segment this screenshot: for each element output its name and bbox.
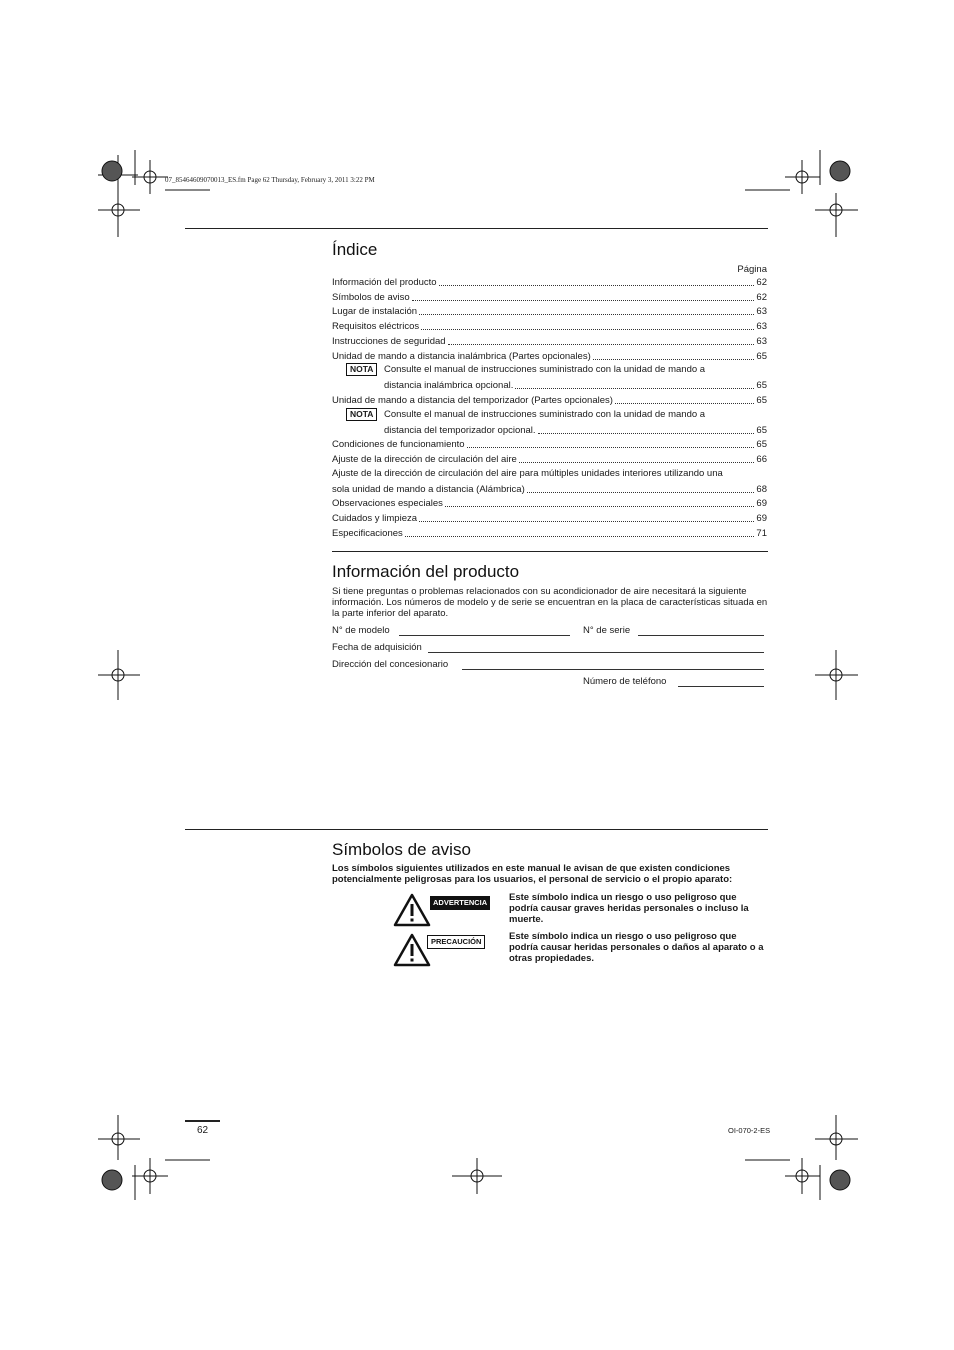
toc-entry[interactable]: Información del producto 62	[332, 277, 767, 288]
dealer-address-label: Dirección del concesionario	[332, 659, 449, 670]
model-number-field[interactable]	[399, 635, 570, 636]
section-divider	[185, 829, 768, 830]
toc-entry[interactable]: Ajuste de la dirección de circulación del aire 66	[332, 454, 767, 465]
toc-entry[interactable]: Lugar de instalación 63	[332, 306, 767, 317]
purchase-date-field[interactable]	[428, 652, 764, 653]
page-number: 62	[197, 1125, 209, 1136]
toc-entry[interactable]: Unidad de mando a distancia del temporizador (Partes opcionales) 65	[332, 395, 767, 406]
phone-number-label: Número de teléfono	[583, 676, 667, 687]
toc-entry[interactable]: Instrucciones de seguridad 63	[332, 336, 767, 347]
advertencia-description: Este símbolo indica un riesgo o uso peligroso que podría causar graves heridas personales o incluso la muerte.	[509, 892, 749, 926]
toc-entry[interactable]: Cuidados y limpieza 69	[332, 513, 767, 524]
product-info-title: Información del producto	[332, 562, 520, 581]
toc-entry[interactable]: distancia del temporizador opcional. 65	[384, 425, 767, 436]
footer-rule	[185, 1120, 220, 1122]
section-divider	[185, 228, 768, 229]
precaucion-description: Este símbolo indica un riesgo o uso peligroso que podría causar heridas personales o daños al aparato o a otras propiedades.	[509, 931, 764, 965]
toc-entry[interactable]: Especificaciones 71	[332, 528, 767, 539]
advertencia-badge: ADVERTENCIA	[430, 896, 490, 910]
section-divider	[332, 551, 768, 552]
serial-number-field[interactable]	[638, 635, 764, 636]
purchase-date-label: Fecha de adquisición	[332, 642, 422, 653]
toc-entry[interactable]: Unidad de mando a distancia inalámbrica (Partes opcionales) 65	[332, 351, 767, 362]
serial-number-label: N° de serie	[583, 625, 631, 636]
caution-triangle-icon	[393, 933, 431, 967]
toc-note	[346, 408, 377, 421]
model-number-label: N° de modelo	[332, 625, 390, 636]
toc-entry[interactable]: sola unidad de mando a distancia (Alámbrica) 68	[332, 484, 767, 495]
warning-triangle-icon	[393, 893, 431, 927]
toc-entry[interactable]: Requisitos eléctricos 63	[332, 321, 767, 332]
phone-number-field[interactable]	[678, 686, 764, 687]
toc-entry[interactable]: distancia inalámbrica opcional. 65	[384, 380, 767, 391]
dealer-address-field[interactable]	[462, 669, 764, 670]
toc-entry[interactable]: Condiciones de funcionamiento 65	[332, 439, 767, 450]
document-code: OI-070-2-ES	[728, 1126, 771, 1135]
product-info-intro: Si tiene preguntas o problemas relacionados con su acondicionador de aire necesitará la siguiente información. Los números de modelo y de serie se encuentran en la placa de características situada en la parte inferior del aparato.	[332, 586, 768, 620]
file-info-header: 07_85464609070013_ES.fm Page 62 Thursday, February 3, 2011 3:22 PM	[165, 176, 375, 184]
warning-symbols-intro: Los símbolos siguientes utilizados en este manual le avisan de que existen condiciones potencialmente peligrosas para los usuarios, el personal de servicio o el propio aparato:	[332, 863, 733, 885]
toc-entry[interactable]: Observaciones especiales 69	[332, 498, 767, 509]
toc-note-text: Consulte el manual de instrucciones suministrado con la unidad de mando a	[384, 364, 706, 375]
toc-entry[interactable]: Símbolos de aviso 62	[332, 292, 767, 303]
index-title: Índice	[332, 240, 378, 259]
page-column-header: Página	[737, 264, 767, 275]
nota-badge: NOTA	[346, 408, 377, 421]
toc-note	[346, 363, 377, 376]
toc-note-text: Consulte el manual de instrucciones suministrado con la unidad de mando a	[384, 409, 706, 420]
toc-entry-first-line[interactable]: Ajuste de la dirección de circulación del aire para múltiples unidades interiores utilizando una	[332, 468, 723, 479]
warning-symbols-title: Símbolos de aviso	[332, 840, 471, 859]
precaucion-badge: PRECAUCIÓN	[427, 935, 485, 949]
nota-badge: NOTA	[346, 363, 377, 376]
